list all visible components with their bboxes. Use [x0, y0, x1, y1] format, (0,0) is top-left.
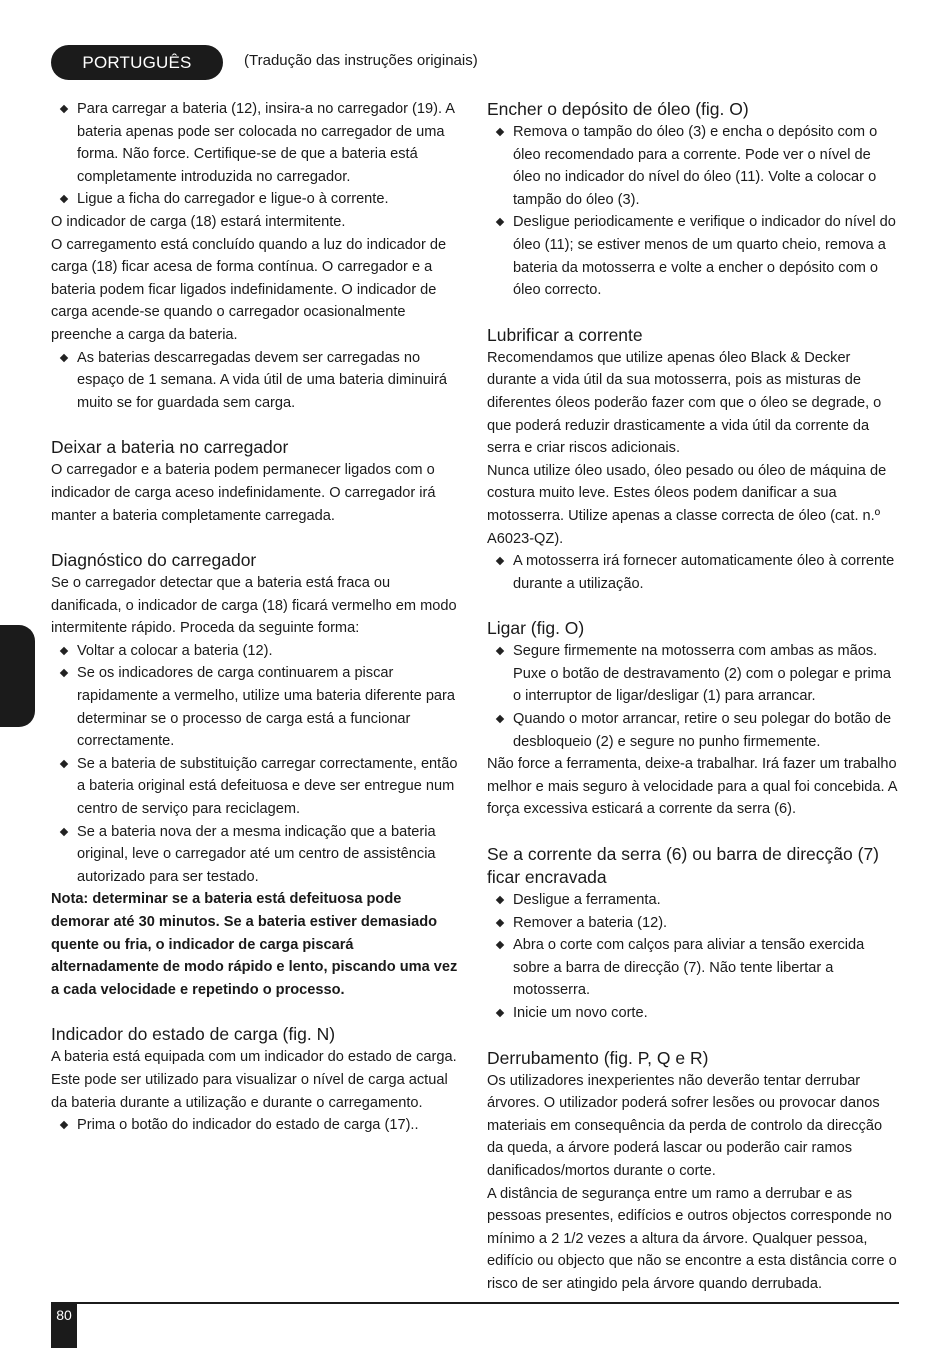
charging-notes-list — [51, 347, 463, 415]
paragraph: O carregador e a bateria podem permanecer ligados com o indicador de carga aceso indefinidamente. O carregador irá manter a bateria completamente carregada. — [51, 462, 436, 524]
diagnostics-list — [51, 640, 463, 889]
list-item: Ligue a ficha do carregador e ligue-o à corrente. — [51, 188, 463, 211]
paragraph: Se o carregador detectar que a bateria está fraca ou danificada, o indicador de carga (18) ficará vermelho em modo intermitente rápido. Proceda da seguinte forma: — [51, 575, 457, 637]
paragraph: Recomendamos que utilize apenas óleo Black & Decker durante a vida útil da sua motosserra, pois as misturas de diferentes óleos poderão fazer com que o óleo se degrade, o que poderá reduzir drasticamente a vida útil da corrente da serra e criar riscos adicionais. — [487, 349, 882, 457]
section-side-tab — [0, 625, 35, 727]
list-item: Voltar a colocar a bateria (12). — [51, 640, 463, 663]
lubricate-list — [487, 550, 901, 595]
note-paragraph: Nota: determinar se a bateria está defeituosa pode demorar até 30 minutos. Se a bateria estiver demasiado quente ou fria, o indicador de carga piscará alternadamente de modo rápido e lento, piscando uma vez a cada velocidade e repetindo o processo. — [51, 891, 458, 998]
section-heading-charger-diagnostics: Diagnóstico do carregador — [51, 550, 257, 571]
section-heading-switch-on: Ligar (fig. O) — [487, 618, 585, 639]
chain-stuck-list — [487, 889, 901, 1025]
list-item: Prima o botão do indicador do estado de carga (17).. — [51, 1114, 463, 1137]
list-item: Para carregar a bateria (12), insira-a no carregador (19). A bateria apenas pode ser colocada no carregador de uma forma. Não force. Certifique-se de que a bateria está completamente introduzida no carregador. — [51, 98, 463, 188]
oil-list — [487, 121, 901, 302]
paragraph: O indicador de carga (18) estará intermitente. — [51, 213, 346, 230]
list-item: As baterias descarregadas devem ser carregadas no espaço de 1 semana. A vida útil de uma bateria diminuirá muito se for guardada sem carga. — [51, 347, 463, 415]
paragraph: Nunca utilize óleo usado, óleo pesado ou óleo de máquina de costura muito leve. Estes óleos podem danificar a sua motosserra. Utilize apenas a classe correcta de óleo (cat. n.º A6023-QZ). — [487, 462, 887, 547]
right-column — [487, 98, 901, 1296]
switch-on-list — [487, 640, 901, 753]
list-item: Se a bateria de substituição carregar correctamente, então a bateria original está defeituosa e deve ser entregue num centro de serviço para reciclagem. — [51, 753, 463, 821]
section-heading-charge-state: Indicador do estado de carga (fig. N) — [51, 1024, 336, 1045]
section-heading-fill-oil: Encher o depósito de óleo (fig. O) — [487, 99, 749, 119]
charging-steps-list — [51, 98, 463, 211]
list-item: Desligue periodicamente e verifique o indicador do nível do óleo (11); se estiver menos de um quarto cheio, remova a bateria da motosserra e volte a encher o depósito com o óleo correcto. — [487, 211, 901, 301]
paragraph: A distância de segurança entre um ramo a derrubar e as pessoas presentes, edifícios e outros objectos corresponde no mínimo a 2 1/2 vezes a altura da árvore. Qualquer pessoa, edifício ou objecto que não se encontre a esta distância corre o risco de ser atingido pela árvore quando derrubada. — [487, 1185, 897, 1292]
section-heading-felling: Derrubamento (fig. P, Q e R) — [487, 1047, 709, 1068]
list-item: Inicie um novo corte. — [487, 1002, 901, 1025]
list-item: Se a bateria nova der a mesma indicação que a bateria original, leve o carregador até um centro de assistência autorizado para ser testado. — [51, 821, 463, 889]
list-item: Segure firmemente na motosserra com ambas as mãos. Puxe o botão de destravamento (2) com o polegar e prima o interruptor de ligar/desligar (1) para arrancar. — [487, 640, 901, 708]
paragraph: Não force a ferramenta, deixe-a trabalhar. Irá fazer um trabalho melhor e mais seguro à velocidade para a qual foi concebida. A força excessiva esticará a corrente da serra (6). — [487, 756, 897, 818]
language-badge: PORTUGUÊS — [51, 45, 223, 80]
list-item: A motosserra irá fornecer automaticamente óleo à corrente durante a utilização. — [487, 550, 901, 595]
section-heading-chain-stuck: Se a corrente da serra (6) ou barra de direcção (7) ficar encravada — [487, 844, 879, 888]
paragraph: O carregamento está concluído quando a luz do indicador de carga (18) ficar acesa de forma contínua. O carregador e a bateria podem ficar ligados indefinidamente. O indicador de carga acende-se quando o carregador ocasionalmente preenche a carga da bateria. — [51, 236, 447, 343]
charge-state-list — [51, 1114, 463, 1137]
list-item: Desligue a ferramenta. — [487, 889, 901, 912]
section-heading-leave-battery: Deixar a bateria no carregador — [51, 437, 289, 458]
section-heading-lubricate-chain: Lubrificar a corrente — [487, 324, 643, 345]
translation-note: (Tradução das instruções originais) — [244, 52, 478, 69]
list-item: Quando o motor arrancar, retire o seu polegar do botão de desbloqueio (2) e segure no punho firmemente. — [487, 708, 901, 753]
left-column — [51, 98, 463, 1137]
paragraph: Os utilizadores inexperientes não deverão tentar derrubar árvores. O utilizador poderá sofrer lesões ou provocar danos materiais em consequência da perda de controlo da direcção da queda, a árvore poderá lascar ou poderão cair ramos danificados/mortos durante o corte. — [487, 1072, 883, 1179]
list-item: Se os indicadores de carga continuarem a piscar rapidamente a vermelho, utilize uma bateria diferente para determinar se o processo de carga está a funcionar correctamente. — [51, 662, 463, 752]
list-item: Remova o tampão do óleo (3) e encha o depósito com o óleo recomendado para a corrente. Pode ver o nível de óleo no indicador do nível do óleo (11). Volte a colocar o tampão do óleo (3). — [487, 121, 901, 211]
list-item: Remover a bateria (12). — [487, 912, 901, 935]
list-item: Abra o corte com calços para aliviar a tensão exercida sobre a barra de direcção (7). Não tente libertar a motosserra. — [487, 934, 901, 1002]
paragraph: A bateria está equipada com um indicador do estado de carga. Este pode ser utilizado para visualizar o nível de carga actual da bateria durante a utilização e durante o carregamento. — [51, 1049, 457, 1111]
footer-divider — [51, 1302, 899, 1304]
page-number: 80 — [51, 1303, 77, 1348]
